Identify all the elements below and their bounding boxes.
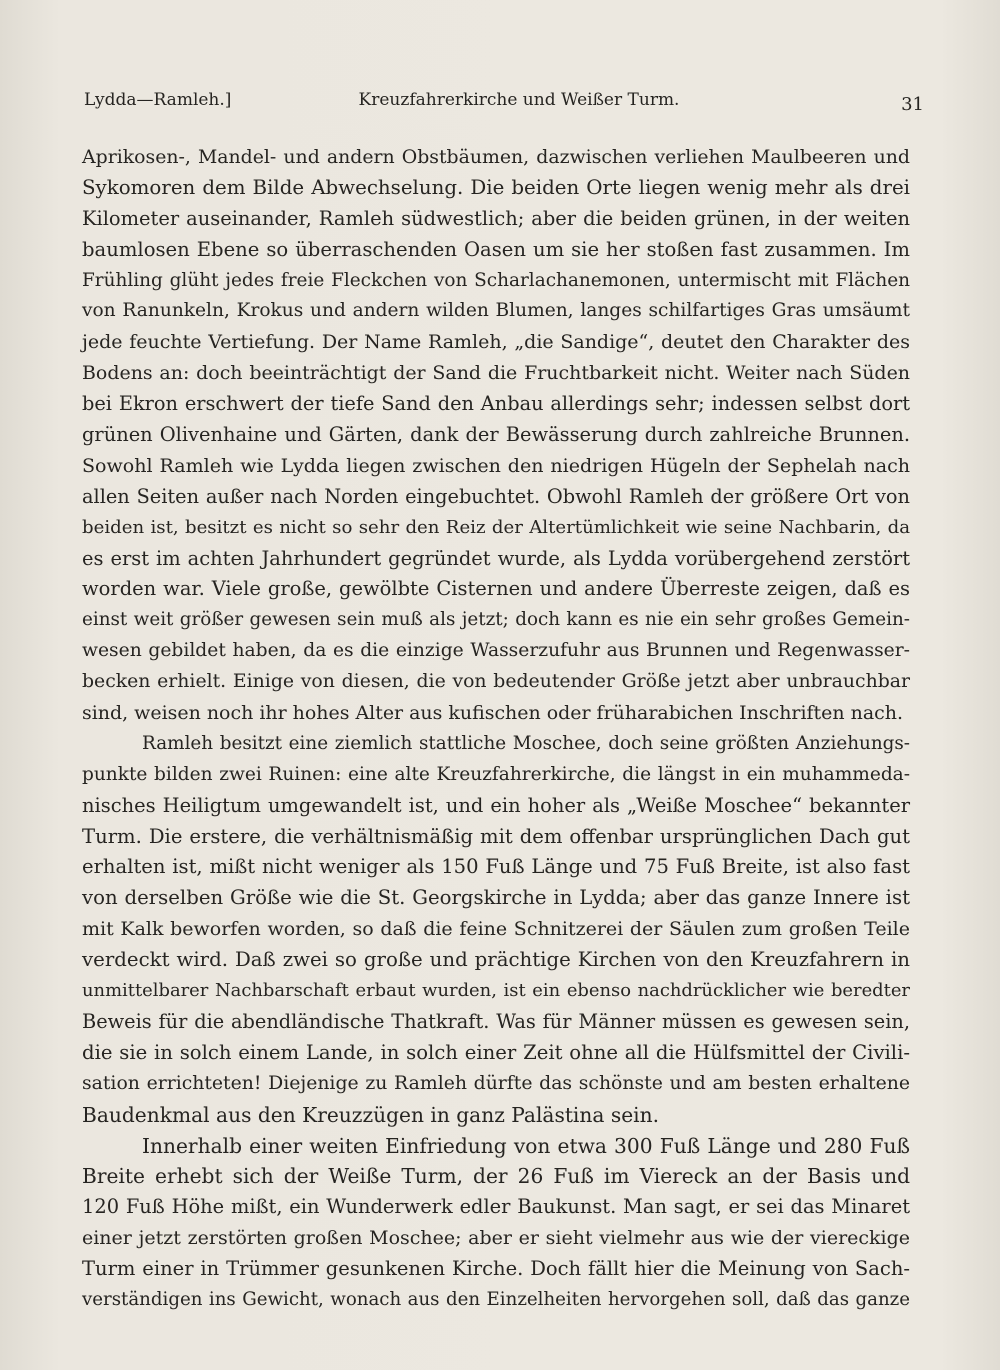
text-line: Frühling glüht jedes freie Fleckchen von Scharlachanemonen, untermischt mit Flächen [82,269,910,291]
text-line: nisches Heiligtum umgewandelt ist, und ein hoher als „Weiße Moschee“ bekannter [82,793,910,817]
running-head [84,84,924,114]
running-head-title: Kreuzfahrerkirche und Weißer Turm. [358,90,680,110]
text-line: einst weit größer gewesen sein muß als jetzt; doch kann es nie ein sehr großes Gemein- [82,609,910,631]
page-number: 31 [901,94,924,115]
text-line: Ramleh besitzt eine ziemlich stattliche Moschee, doch seine größten Anziehungs- [142,732,910,754]
text-line: mit Kalk beworfen worden, so daß die feine Schnitzerei der Säulen zum großen Teile [82,918,910,941]
text-line: 120 Fuß Höhe mißt, ein Wunderwerk edler Baukunst. Man sagt, er sei das Minaret [82,1195,910,1219]
text-line: Baudenkmal aus den Kreuzzügen in ganz Palästina sein. [82,1102,660,1127]
running-head-left: Lydda—Ramleh.] [84,90,232,110]
text-line: baumlosen Ebene so überraschenden Oasen um sie her stoßen fast zusammen. Im [82,237,910,261]
text-line: die sie in solch einem Lande, in solch einer Zeit ohne all die Hülfsmittel der Civili- [82,1040,910,1064]
text-line: jede feuchte Vertiefung. Der Name Ramleh, „die Sandige“, deutet den Charakter des [82,331,910,354]
text-line: Kilometer auseinander, Ramleh südwestlich; aber die beiden grünen, in der weiten [82,206,910,230]
text-line: es erst im achten Jahrhundert gegründet wurde, als Lydda vorübergehend zerstört [82,546,910,570]
text-line: beiden ist, besitzt es nicht so sehr den Reiz der Altertümlichkeit wie seine Nachbarin, da [82,516,910,538]
text-line: worden war. Viele große, gewölbte Cisternen und andere Überreste zeigen, daß es [82,577,910,601]
text-line: von derselben Größe wie die St. Georgskirche in Lydda; aber das ganze Innere ist [82,886,910,910]
text-line: bei Ekron erschwert der tiefe Sand den Anbau allerdings sehr; indessen selbst dort [82,392,910,416]
text-line: Turm einer in Trümmer gesunkenen Kirche. Doch fällt hier die Meinung von Sach- [82,1257,910,1281]
text-line: Turm. Die erstere, die verhältnismäßig mit dem offenbar ursprünglichen Dach gut [82,824,910,848]
text-line: Sykomoren dem Bilde Abwechselung. Die beiden Orte liegen wenig mehr als drei [82,175,910,199]
text-line: punkte bilden zwei Ruinen: eine alte Kreuzfahrerkirche, die längst in ein muhammeda- [82,763,910,785]
text-line: allen Seiten außer nach Norden eingebuchtet. Obwohl Ramleh der größere Ort von [82,484,910,508]
text-line: grünen Olivenhaine und Gärten, dank der Bewässerung durch zahlreiche Brunnen. [82,423,910,447]
body-text [82,142,910,1316]
text-line: verständigen ins Gewicht, wonach aus den Einzelheiten hervorgehen soll, daß das ganze [82,1288,910,1310]
text-line: einer jetzt zerstörten großen Moschee; aber er sieht vielmehr aus wie der viereckige [82,1227,910,1250]
text-line: Bodens an: doch beeinträchtigt der Sand die Fruchtbarkeit nicht. Weiter nach Süden [82,362,910,385]
text-line: Beweis für die abendländische Thatkraft. Was für Männer müssen es gewesen sein, [82,1009,910,1033]
text-line: becken erhielt. Einige von diesen, die von bedeutender Größe jetzt aber unbrauchbar [82,671,910,693]
text-line: Breite erhebt sich der Weiße Turm, der 26 Fuß im Viereck an der Basis und [82,1164,910,1189]
text-line: von Ranunkeln, Krokus und andern wilden Blumen, langes schilfartiges Gras umsäumt [82,300,910,322]
text-line: sind, weisen noch ihr hohes Alter aus kufischen oder früharabichen Inschriften nach. [82,702,903,725]
text-line: wesen gebildet haben, da es die einzige Wasserzufuhr aus Brunnen und Regenwasser- [82,640,910,662]
text-line: Aprikosen-, Mandel- und andern Obstbäumen, dazwischen verliehen Maulbeeren und [82,146,910,168]
text-line: verdeckt wird. Daß zwei so große und prächtige Kirchen von den Kreuzfahrern in [82,948,910,972]
text-line: unmittelbarer Nachbarschaft erbaut wurden, ist ein ebenso nachdrücklicher wie beredter [82,980,910,1002]
text-line: Sowohl Ramleh wie Lydda liegen zwischen den niedrigen Hügeln der Sephelah nach [82,454,910,477]
text-line: Innerhalb einer weiten Einfriedung von etwa 300 Fuß Länge und 280 Fuß [142,1133,910,1158]
text-line: erhalten ist, mißt nicht weniger als 150 Fuß Länge und 75 Fuß Breite, ist also fast [82,855,910,879]
text-line: sation errichteten! Diejenige zu Ramleh dürfte das schönste und am besten erhaltene [82,1072,910,1094]
